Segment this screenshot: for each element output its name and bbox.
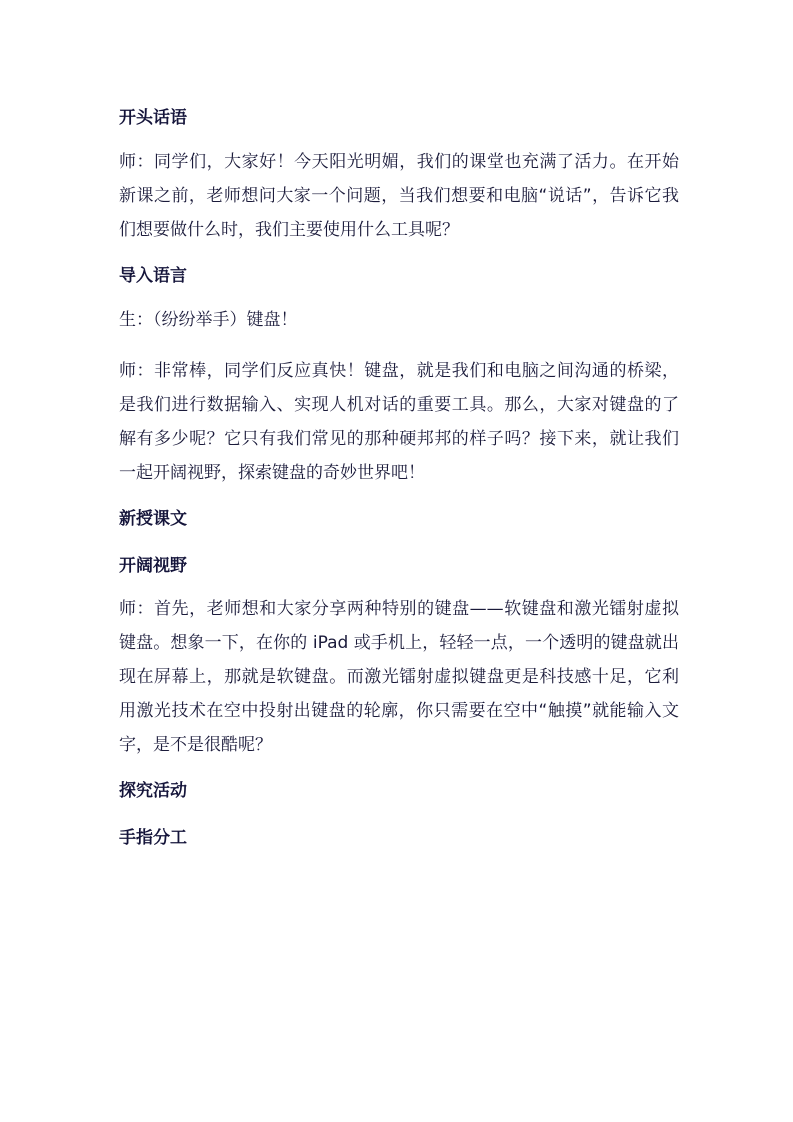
document-page — [119, 100, 679, 850]
paragraph-opening: 师：同学们，大家好！今天阳光明媚，我们的课堂也充满了活力。在开始新课之前，老师想问大家一个问题，当我们想要和电脑“说话”，告诉它我们想要做什么时，我们主要使用什么工具呢？ — [119, 152, 679, 240]
heading-explore: 探究活动 — [119, 781, 187, 801]
heading-finger-division: 手指分工 — [119, 828, 187, 848]
paragraph-horizon: 师：首先，老师想和大家分享两种特别的键盘——软键盘和激光镭射虚拟键盘。想象一下，在你的 iPad 或手机上，轻轻一点，一个透明的键盘就出现在屏幕上，那就是软键盘。而激光镭射虚拟键盘更是科技感十足，它利用激光技术在空中投射出键盘的轮廓，你只需要在空中“触摸”就能输入文字，是不是很酷呢？ — [119, 599, 679, 755]
heading-new-lesson: 新授课文 — [119, 509, 187, 529]
heading-horizon: 开阔视野 — [119, 556, 187, 576]
paragraph-student-reply: 生：（纷纷举手）键盘！ — [119, 310, 298, 330]
paragraph-teacher-intro: 师：非常棒，同学们反应真快！键盘，就是我们和电脑之间沟通的桥梁，是我们进行数据输入、实现人机对话的重要工具。那么，大家对键盘的了解有多少呢？它只有我们常见的那种硬邦邦的样子吗？接下来，就让我们一起开阔视野，探索键盘的奇妙世界吧！ — [119, 361, 679, 483]
heading-opening: 开头话语 — [119, 108, 187, 128]
heading-intro: 导入语言 — [119, 266, 187, 286]
